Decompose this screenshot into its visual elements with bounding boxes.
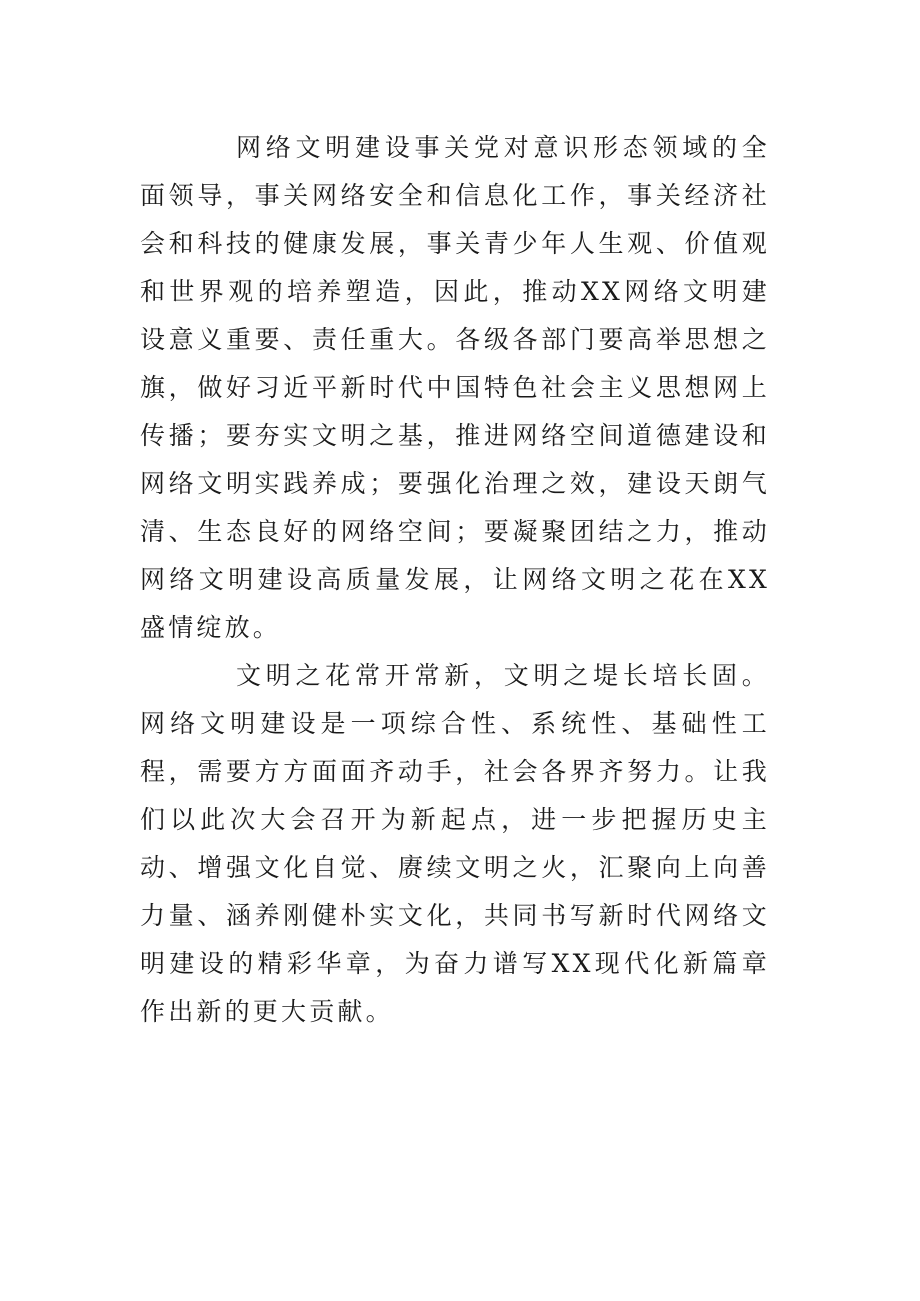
body-paragraph-2: 文明之花常开常新，文明之堤长培长固。网络文明建设是一项综合性、系统性、基础性工程，需要方方面面齐动手，社会各界齐努力。让我们以此次大会召开为新起点，进一步把握历史主动、增强文化自觉、赓续文明之火，汇聚向上向善力量、涵养刚健朴实文化，共同书写新时代网络文明建设的精彩华章，为奋力谱写XX现代化新篇章作出新的更大贡献。: [140, 661, 770, 1026]
body-paragraph-1: 网络文明建设事关党对意识形态领域的全面领导，事关网络安全和信息化工作，事关经济社会和科技的健康发展，事关青少年人生观、价值观和世界观的培养塑造，因此，推动XX网络文明建设意义重要、责任重大。各级各部门要高举思想之旗，做好习近平新时代中国特色社会主义思想网上传播；要夯实文明之基，推进网络空间道德建设和网络文明实践养成；要强化治理之效，建设天朗气清、生态良好的网络空间；要凝聚团结之力，推动网络文明建设高质量发展，让网络文明之花在XX盛情绽放。: [140, 133, 770, 642]
